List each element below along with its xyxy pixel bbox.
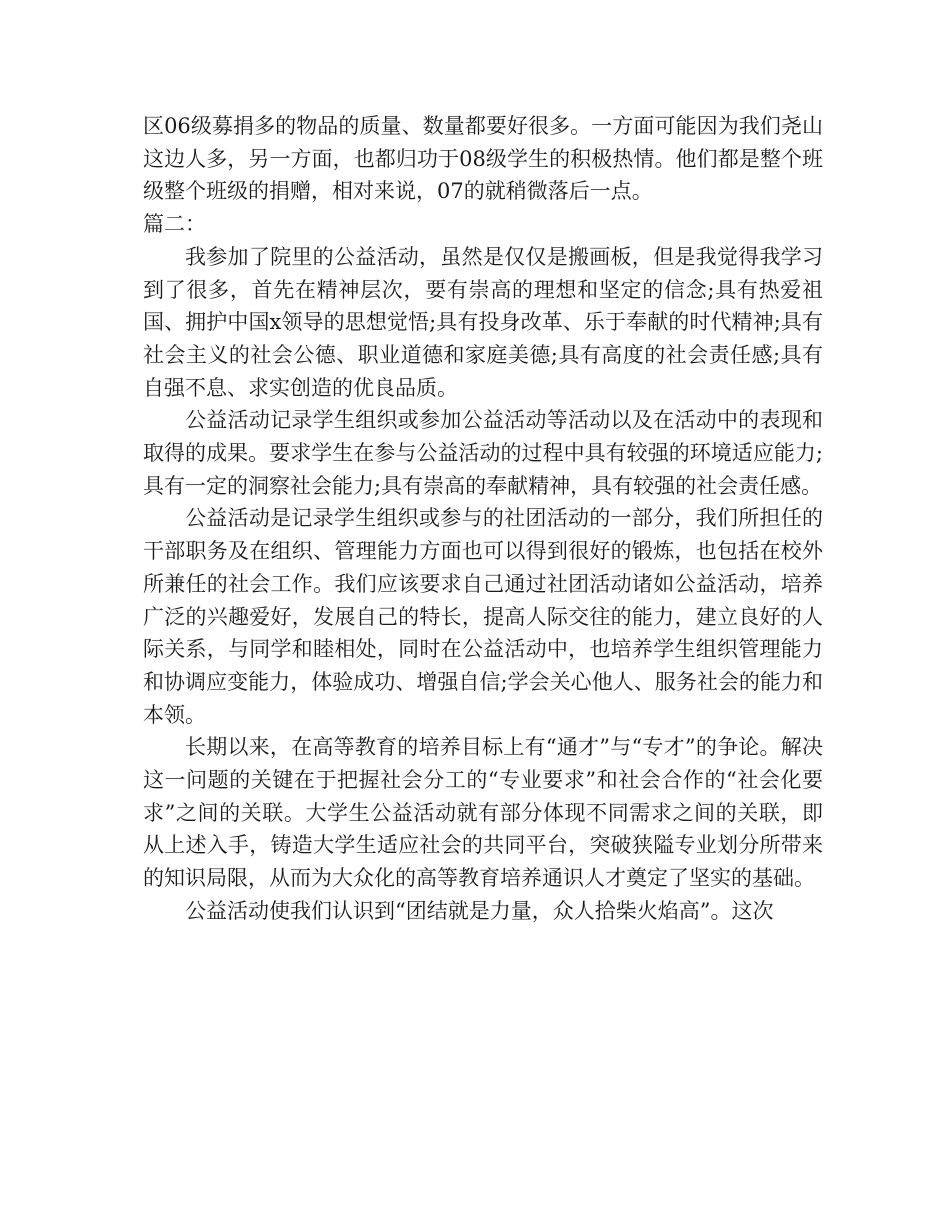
paragraph: 公益活动使我们认识到“团结就是力量，众人拾柴火焰高”。这次 xyxy=(185,898,774,923)
paragraph: 公益活动记录学生组织或参加公益活动等活动以及在活动中的表现和取得的成果。要求学生在参与公益活动的过程中具有较强的环境适应能力;具有一定的洞察社会能力;具有崇高的奉献精神，具有较强的社会责任感。 xyxy=(143,408,823,498)
paragraph: 我参加了院里的公益活动，虽然是仅仅是搬画板，但是我觉得我学习到了很多，首先在精神层次，要有崇高的理想和坚定的信念;具有热爱祖国、拥护中国x领导的思想觉悟;具有投身改革、乐于奉献的时代精神;具有社会主义的社会公德、职业道德和家庭美德;具有高度的社会责任感;具有自强不息、求实创造的优良品质。 xyxy=(143,244,823,400)
paragraph: 公益活动是记录学生组织或参与的社团活动的一部分，我们所担任的干部职务及在组织、管理能力方面也可以得到很好的锻炼，也包括在校外所兼任的社会工作。我们应该要求自己通过社团活动诸如公益活动，培养广泛的兴趣爱好，发展自己的特长，提高人际交往的能力，建立良好的人际关系，与同学和睦相处，同时在公益活动中，也培养学生组织管理能力和协调应变能力，体验成功、增强自信;学会关心他人、服务社会的能力和本领。 xyxy=(143,506,823,727)
paragraph: 长期以来，在高等教育的培养目标上有“通才”与“专才”的争论。解决这一问题的关键在于把握社会分工的“专业要求”和社会合作的“社会化要求”之间的关联。大学生公益活动就有部分体现不同需求之间的关联，即从上述入手，铸造大学生适应社会的共同平台，突破狭隘专业划分所带来的知识局限，从而为大众化的高等教育培养通识人才奠定了坚实的基础。 xyxy=(143,735,823,891)
paragraph-continuation: 区06级募捐多的物品的质量、数量都要好很多。一方面可能因为我们尧山这边人多，另一方面，也都归功于08级学生的积极热情。他们都是整个班级整个班级的捐赠，相对来说，07的就稍微落后一点。 xyxy=(143,114,823,204)
document-body xyxy=(143,110,823,928)
section-heading: 篇二： xyxy=(143,212,206,237)
